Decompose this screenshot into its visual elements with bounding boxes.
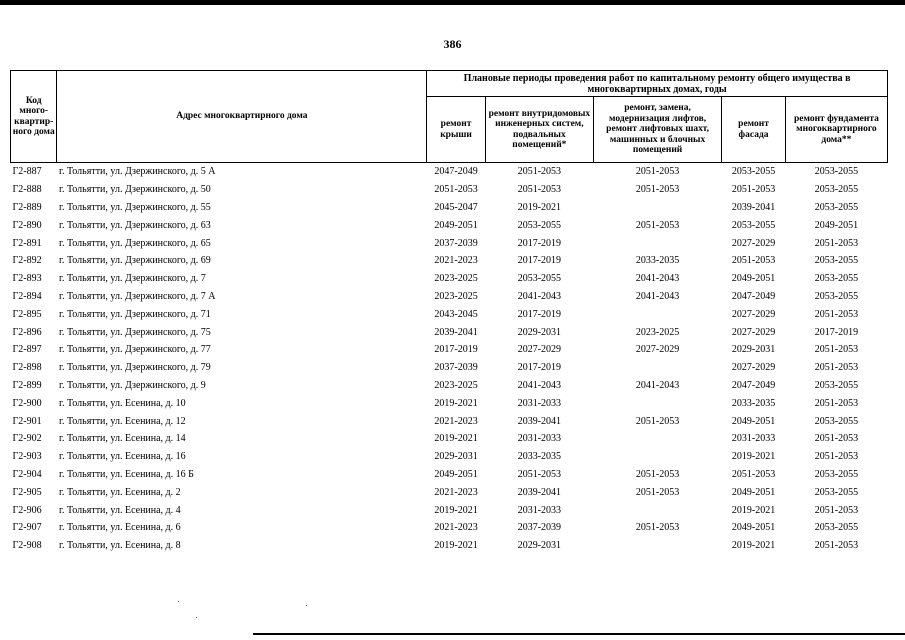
- cell-house-code: Г2-902: [12, 433, 42, 445]
- scan-speck: [196, 617, 197, 618]
- cell-roof-repair: 2023-2025: [434, 273, 478, 285]
- cell-house-code: Г2-897: [12, 344, 42, 356]
- table-row: [11, 501, 888, 519]
- cell-engineering-repair: 2037-2039: [517, 522, 562, 534]
- cell-address: г. Тольятти, ул. Дзержинского, д. 65: [58, 237, 211, 249]
- table-row: [11, 412, 888, 430]
- cell-house-code: Г2-904: [12, 468, 42, 480]
- cell-roof-repair: 2019-2021: [434, 504, 478, 516]
- cell-address: г. Тольятти, ул. Есенина, д. 2: [58, 486, 181, 498]
- table-row: [11, 394, 888, 412]
- cell-address: г. Тольятти, ул. Есенина, д. 12: [58, 415, 186, 427]
- cell-elevator-repair: 2051-2053: [635, 468, 680, 480]
- cell-house-code: Г2-890: [12, 219, 42, 231]
- header-planned-periods: Плановые периоды проведения работ по капитальному ремонту общего имущества в многоквартирных домах, годы: [427, 71, 888, 97]
- cell-address: г. Тольятти, ул. Есенина, д. 14: [58, 433, 186, 445]
- cell-facade-repair: 2051-2053: [731, 255, 776, 267]
- cell-foundation-repair: 2053-2055: [814, 255, 859, 267]
- cell-house-code: Г2-888: [12, 184, 42, 196]
- bottom-border-line: [253, 633, 905, 635]
- cell-foundation-repair: 2051-2053: [814, 504, 859, 516]
- cell-elevator-repair: [593, 234, 721, 252]
- cell-engineering-repair: 2031-2033: [517, 397, 562, 409]
- cell-facade-repair: 2039-2041: [731, 201, 776, 213]
- cell-house-code: Г2-889: [12, 201, 42, 213]
- cell-house-code: Г2-908: [12, 540, 42, 552]
- cell-elevator-repair: [593, 448, 721, 466]
- cell-engineering-repair: 2019-2021: [517, 201, 562, 213]
- cell-house-code: Г2-896: [12, 326, 42, 338]
- top-border-bar: [0, 0, 905, 5]
- cell-roof-repair: 2019-2021: [434, 540, 478, 552]
- cell-facade-repair: 2049-2051: [731, 486, 776, 498]
- cell-elevator-repair: 2051-2053: [635, 522, 680, 534]
- scan-speck: [306, 605, 307, 606]
- cell-house-code: Г2-905: [12, 486, 42, 498]
- cell-foundation-repair: 2053-2055: [814, 486, 859, 498]
- table-row: [11, 359, 888, 377]
- cell-elevator-repair: [593, 359, 721, 377]
- cell-address: г. Тольятти, ул. Дзержинского, д. 77: [58, 344, 211, 356]
- cell-elevator-repair: [593, 305, 721, 323]
- cell-elevator-repair: 2041-2043: [635, 379, 680, 391]
- cell-house-code: Г2-900: [12, 397, 42, 409]
- cell-address: г. Тольятти, ул. Есенина, д. 16 Б: [58, 468, 194, 480]
- table-row: [11, 199, 888, 217]
- cell-address: г. Тольятти, ул. Дзержинского, д. 71: [58, 308, 211, 320]
- cell-roof-repair: 2023-2025: [434, 379, 478, 391]
- cell-address: г. Тольятти, ул. Дзержинского, д. 63: [58, 219, 211, 231]
- cell-facade-repair: 2031-2033: [731, 433, 776, 445]
- table-row: [11, 466, 888, 484]
- cell-roof-repair: 2023-2025: [434, 290, 478, 302]
- cell-facade-repair: 2051-2053: [731, 468, 776, 480]
- cell-elevator-repair: [593, 501, 721, 519]
- cell-engineering-repair: 2027-2029: [517, 344, 562, 356]
- cell-roof-repair: 2029-2031: [434, 451, 478, 463]
- cell-foundation-repair: 2051-2053: [814, 237, 859, 249]
- cell-house-code: Г2-901: [12, 415, 42, 427]
- cell-engineering-repair: 2017-2019: [517, 237, 562, 249]
- cell-address: г. Тольятти, ул. Дзержинского, д. 79: [58, 362, 211, 374]
- cell-elevator-repair: 2051-2053: [635, 486, 680, 498]
- cell-address: г. Тольятти, ул. Дзержинского, д. 69: [58, 255, 211, 267]
- table-row: [11, 483, 888, 501]
- cell-facade-repair: 2047-2049: [731, 379, 776, 391]
- header-facade-repair: ремонт фасада: [722, 97, 786, 163]
- cell-engineering-repair: 2017-2019: [517, 255, 562, 267]
- cell-engineering-repair: 2017-2019: [517, 362, 562, 374]
- table-row: [11, 537, 888, 555]
- cell-engineering-repair: 2039-2041: [517, 486, 562, 498]
- cell-elevator-repair: [593, 430, 721, 448]
- cell-roof-repair: 2021-2023: [434, 255, 478, 267]
- cell-elevator-repair: 2041-2043: [635, 290, 680, 302]
- table-row: [11, 519, 888, 537]
- cell-roof-repair: 2037-2039: [434, 362, 478, 374]
- cell-address: г. Тольятти, ул. Есенина, д. 8: [58, 540, 181, 552]
- cell-foundation-repair: 2053-2055: [814, 379, 859, 391]
- cell-roof-repair: 2019-2021: [434, 433, 478, 445]
- cell-elevator-repair: 2051-2053: [635, 219, 680, 231]
- scan-speck: [178, 601, 179, 602]
- cell-address: г. Тольятти, ул. Дзержинского, д. 75: [58, 326, 211, 338]
- cell-address: г. Тольятти, ул. Дзержинского, д. 5 А: [58, 166, 216, 178]
- cell-foundation-repair: 2017-2019: [814, 326, 859, 338]
- cell-foundation-repair: 2053-2055: [814, 468, 859, 480]
- cell-address: г. Тольятти, ул. Дзержинского, д. 9: [58, 379, 206, 391]
- cell-address: г. Тольятти, ул. Есенина, д. 10: [58, 397, 186, 409]
- cell-engineering-repair: 2053-2055: [517, 219, 562, 231]
- cell-facade-repair: 2049-2051: [731, 522, 776, 534]
- cell-engineering-repair: 2029-2031: [517, 326, 562, 338]
- header-engineering-repair: ремонт внутридомовых инженерных систем, подвальных помещений*: [485, 97, 593, 163]
- cell-engineering-repair: 2017-2019: [517, 308, 562, 320]
- cell-facade-repair: 2027-2029: [731, 237, 776, 249]
- cell-foundation-repair: 2051-2053: [814, 433, 859, 445]
- cell-engineering-repair: 2031-2033: [517, 504, 562, 516]
- cell-elevator-repair: 2023-2025: [635, 326, 680, 338]
- capital-repair-schedule-table: [10, 70, 888, 555]
- table-row: [11, 163, 888, 181]
- cell-roof-repair: 2017-2019: [434, 344, 478, 356]
- cell-engineering-repair: 2039-2041: [517, 415, 562, 427]
- cell-roof-repair: 2021-2023: [434, 415, 478, 427]
- table-row: [11, 216, 888, 234]
- cell-house-code: Г2-894: [12, 290, 42, 302]
- cell-house-code: Г2-906: [12, 504, 42, 516]
- table-row: [11, 448, 888, 466]
- table-row: [11, 377, 888, 395]
- cell-house-code: Г2-899: [12, 379, 42, 391]
- cell-facade-repair: 2049-2051: [731, 415, 776, 427]
- cell-foundation-repair: 2053-2055: [814, 415, 859, 427]
- cell-roof-repair: 2039-2041: [434, 326, 478, 338]
- header-roof-repair: ремонт крыши: [427, 97, 486, 163]
- cell-house-code: Г2-891: [12, 237, 42, 249]
- cell-address: г. Тольятти, ул. Дзержинского, д. 55: [58, 201, 211, 213]
- cell-foundation-repair: 2053-2055: [814, 273, 859, 285]
- table-row: [11, 252, 888, 270]
- table-row: [11, 341, 888, 359]
- cell-foundation-repair: 2051-2053: [814, 308, 859, 320]
- cell-roof-repair: 2045-2047: [434, 201, 478, 213]
- cell-address: г. Тольятти, ул. Есенина, д. 16: [58, 451, 186, 463]
- header-address: Адрес многоквартирного дома: [57, 71, 427, 163]
- cell-engineering-repair: 2051-2053: [517, 184, 562, 196]
- cell-foundation-repair: 2051-2053: [814, 362, 859, 374]
- cell-house-code: Г2-895: [12, 308, 42, 320]
- cell-elevator-repair: [593, 394, 721, 412]
- cell-engineering-repair: 2031-2033: [517, 433, 562, 445]
- cell-engineering-repair: 2053-2055: [517, 273, 562, 285]
- cell-facade-repair: 2047-2049: [731, 290, 776, 302]
- table-row: [11, 270, 888, 288]
- cell-engineering-repair: 2041-2043: [517, 290, 562, 302]
- cell-house-code: Г2-893: [12, 273, 42, 285]
- cell-address: г. Тольятти, ул. Дзержинского, д. 7 А: [58, 290, 216, 302]
- cell-roof-repair: 2047-2049: [434, 166, 478, 178]
- table-header: [11, 71, 888, 163]
- cell-elevator-repair: 2051-2053: [635, 166, 680, 178]
- cell-facade-repair: 2049-2051: [731, 273, 776, 285]
- cell-address: г. Тольятти, ул. Есенина, д. 4: [58, 504, 181, 516]
- cell-foundation-repair: 2051-2053: [814, 397, 859, 409]
- cell-house-code: Г2-887: [12, 166, 42, 178]
- cell-house-code: Г2-907: [12, 522, 42, 534]
- table-row: [11, 234, 888, 252]
- cell-roof-repair: 2021-2023: [434, 522, 478, 534]
- header-house-code: Код много-квартир-ного дома: [11, 71, 57, 163]
- cell-foundation-repair: 2049-2051: [814, 219, 859, 231]
- cell-facade-repair: 2019-2021: [731, 540, 776, 552]
- cell-roof-repair: 2049-2051: [434, 219, 478, 231]
- cell-facade-repair: 2051-2053: [731, 184, 776, 196]
- cell-roof-repair: 2043-2045: [434, 308, 478, 320]
- cell-roof-repair: 2037-2039: [434, 237, 478, 249]
- cell-engineering-repair: 2041-2043: [517, 379, 562, 391]
- cell-roof-repair: 2021-2023: [434, 486, 478, 498]
- cell-engineering-repair: 2051-2053: [517, 166, 562, 178]
- cell-engineering-repair: 2029-2031: [517, 540, 562, 552]
- cell-engineering-repair: 2051-2053: [517, 468, 562, 480]
- table-row: [11, 323, 888, 341]
- header-foundation-repair: ремонт фундамента многоквартирного дома**: [785, 97, 887, 163]
- cell-facade-repair: 2027-2029: [731, 326, 776, 338]
- cell-foundation-repair: 2051-2053: [814, 451, 859, 463]
- cell-facade-repair: 2029-2031: [731, 344, 776, 356]
- cell-elevator-repair: 2041-2043: [635, 273, 680, 285]
- cell-elevator-repair: [593, 537, 721, 555]
- cell-elevator-repair: 2051-2053: [635, 415, 680, 427]
- cell-elevator-repair: 2033-2035: [635, 255, 680, 267]
- cell-foundation-repair: 2053-2055: [814, 166, 859, 178]
- page-number: 386: [443, 37, 462, 51]
- cell-roof-repair: 2051-2053: [434, 184, 478, 196]
- cell-address: г. Тольятти, ул. Есенина, д. 6: [58, 522, 181, 534]
- cell-house-code: Г2-903: [12, 451, 42, 463]
- table-row: [11, 430, 888, 448]
- table-row: [11, 181, 888, 199]
- cell-address: г. Тольятти, ул. Дзержинского, д. 7: [58, 273, 206, 285]
- cell-foundation-repair: 2051-2053: [814, 540, 859, 552]
- cell-roof-repair: 2049-2051: [434, 468, 478, 480]
- cell-elevator-repair: 2051-2053: [635, 184, 680, 196]
- cell-foundation-repair: 2053-2055: [814, 290, 859, 302]
- cell-facade-repair: 2053-2055: [731, 219, 776, 231]
- table-row: [11, 288, 888, 306]
- cell-engineering-repair: 2033-2035: [517, 451, 562, 463]
- cell-foundation-repair: 2053-2055: [814, 522, 859, 534]
- cell-address: г. Тольятти, ул. Дзержинского, д. 50: [58, 184, 211, 196]
- cell-house-code: Г2-892: [12, 255, 42, 267]
- cell-foundation-repair: 2051-2053: [814, 344, 859, 356]
- cell-elevator-repair: [593, 199, 721, 217]
- cell-facade-repair: 2019-2021: [731, 504, 776, 516]
- cell-facade-repair: 2027-2029: [731, 308, 776, 320]
- header-elevator-repair: ремонт, замена, модернизация лифтов, ремонт лифтовых шахт, машинных и блочных помещений: [593, 97, 721, 163]
- cell-foundation-repair: 2053-2055: [814, 201, 859, 213]
- cell-roof-repair: 2019-2021: [434, 397, 478, 409]
- cell-house-code: Г2-898: [12, 362, 42, 374]
- table-body: [11, 163, 888, 555]
- cell-facade-repair: 2053-2055: [731, 166, 776, 178]
- cell-facade-repair: 2019-2021: [731, 451, 776, 463]
- cell-elevator-repair: 2027-2029: [635, 344, 680, 356]
- cell-facade-repair: 2027-2029: [731, 362, 776, 374]
- table-row: [11, 305, 888, 323]
- cell-facade-repair: 2033-2035: [731, 397, 776, 409]
- cell-foundation-repair: 2053-2055: [814, 184, 859, 196]
